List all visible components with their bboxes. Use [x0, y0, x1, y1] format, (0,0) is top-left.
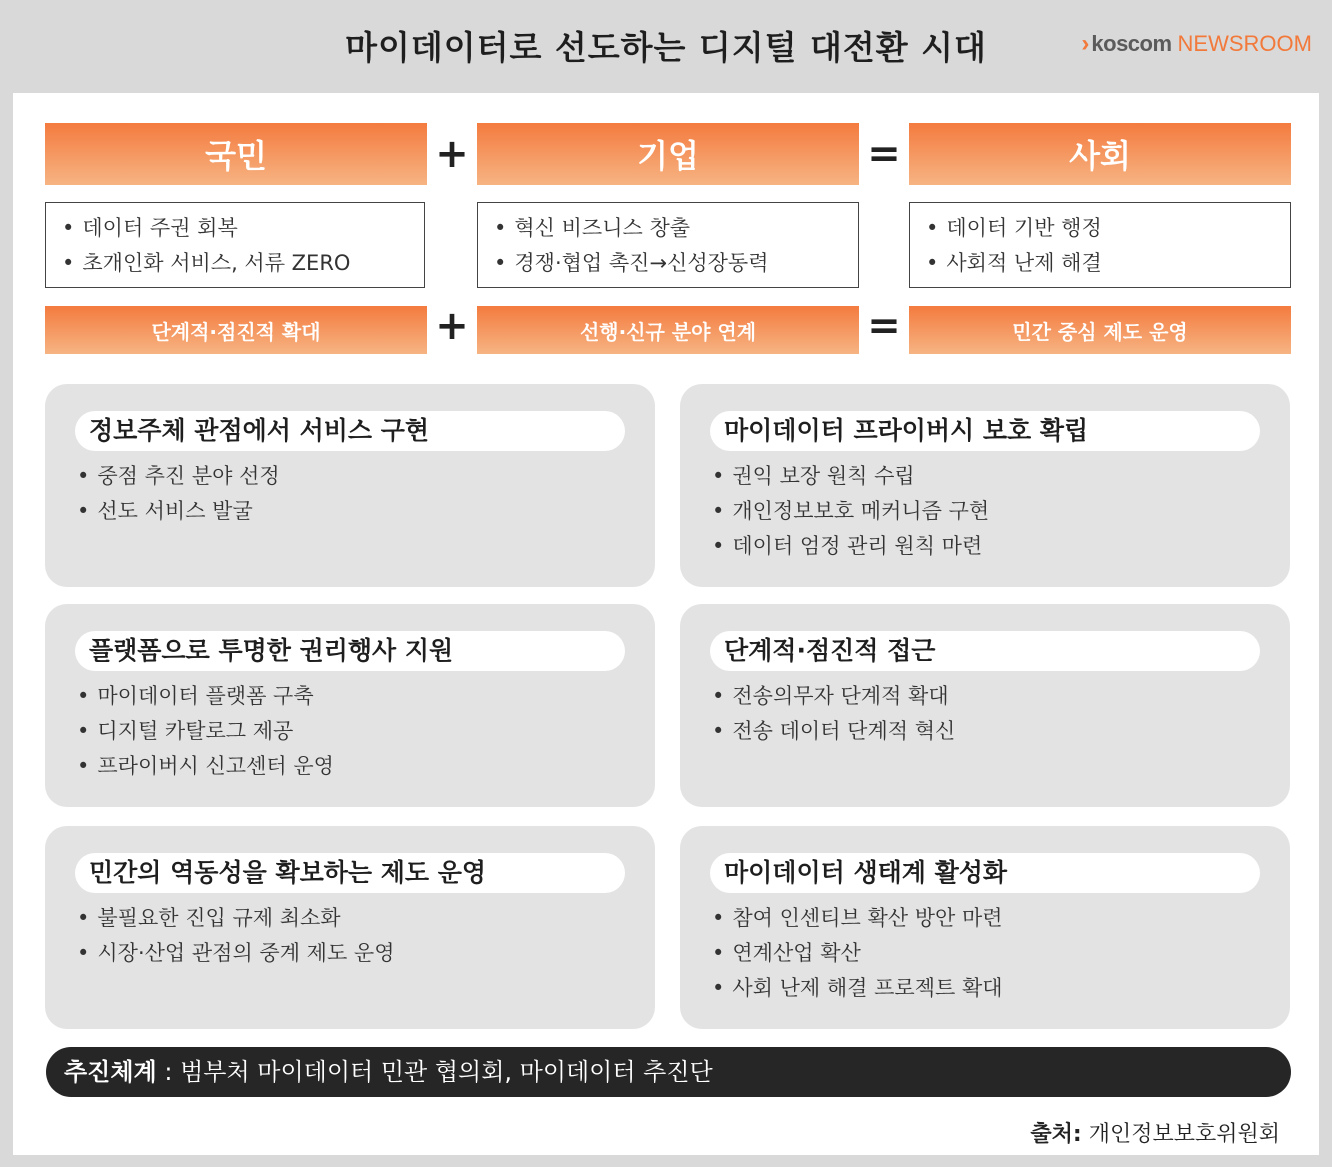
list-item: • 선도 서비스 발굴	[77, 494, 280, 529]
card-gradual-approach	[680, 604, 1290, 807]
list-item: • 사회적 난제 해결	[926, 246, 1290, 281]
header-business: 기업	[477, 123, 859, 185]
list-item: • 전송 데이터 단계적 혁신	[712, 714, 955, 749]
card-platform-support	[45, 604, 655, 807]
card-title: 정보주체 관점에서 서비스 구현	[75, 411, 625, 451]
header-citizen: 국민	[45, 123, 427, 185]
list-item: • 시장·산업 관점의 중계 제도 운영	[77, 936, 394, 971]
card-private-dynamism	[45, 826, 655, 1029]
card-title: 단계적·점진적 접근	[710, 631, 1260, 671]
header-society: 사회	[909, 123, 1291, 185]
card-ecosystem-activation	[680, 826, 1290, 1029]
equals-operator: =	[867, 303, 901, 349]
list-item: • 데이터 주권 회복	[62, 211, 424, 246]
list-item: • 불필요한 진입 규제 최소화	[77, 901, 394, 936]
list-item: • 연계산업 확산	[712, 936, 1003, 971]
list-item: • 경쟁·협업 촉진→신성장동력	[494, 246, 858, 281]
list-item: • 사회 난제 해결 프로젝트 확대	[712, 971, 1003, 1006]
business-benefits-box	[477, 202, 859, 288]
equals-operator: =	[867, 131, 901, 177]
governance-text: 범부처 마이데이터 민관 협의회, 마이데이터 추진단	[180, 1058, 713, 1086]
list-item: • 프라이버시 신고센터 운영	[77, 749, 334, 784]
list-item: • 전송의무자 단계적 확대	[712, 679, 955, 714]
card-service-implementation	[45, 384, 655, 587]
chevron-icon: ›	[1081, 30, 1090, 57]
card-title: 민간의 역동성을 확보하는 제도 운영	[75, 853, 625, 893]
card-title: 마이데이터 생태계 활성화	[710, 853, 1260, 893]
list-item: • 초개인화 서비스, 서류 ZERO	[62, 246, 424, 281]
society-strategy: 민간 중심 제도 운영	[909, 306, 1291, 354]
citizen-benefits-box	[45, 202, 425, 288]
card-title: 마이데이터 프라이버시 보호 확립	[710, 411, 1260, 451]
source-label: 출처:	[1030, 1122, 1082, 1147]
list-item: • 참여 인센티브 확산 방안 마련	[712, 901, 1003, 936]
card-privacy-protection	[680, 384, 1290, 587]
list-item: • 마이데이터 플랫폼 구축	[77, 679, 334, 714]
society-benefits-box	[909, 202, 1291, 288]
list-item: • 데이터 엄정 관리 원칙 마련	[712, 529, 989, 564]
content-panel	[13, 93, 1319, 1155]
list-item: • 디지털 카탈로그 제공	[77, 714, 334, 749]
source-text: 개인정보보호위원회	[1088, 1122, 1280, 1147]
logo-suffix: NEWSROOM	[1177, 31, 1312, 56]
koscom-newsroom-logo[interactable]	[1081, 30, 1312, 58]
page-title: 마이데이터로 선도하는 디지털 대전환 시대	[345, 28, 987, 67]
source-credit	[1030, 1117, 1280, 1148]
governance-label: 추진체계	[64, 1058, 157, 1086]
plus-operator: +	[435, 131, 469, 177]
list-item: • 권익 보장 원칙 수립	[712, 459, 989, 494]
list-item: • 개인정보보호 메커니즘 구현	[712, 494, 989, 529]
list-item: • 데이터 기반 행정	[926, 211, 1290, 246]
governance-separator: :	[156, 1058, 181, 1086]
logo-brand: koscom	[1091, 31, 1172, 56]
list-item: • 혁신 비즈니스 창출	[494, 211, 858, 246]
citizen-strategy: 단계적·점진적 확대	[45, 306, 427, 354]
governance-bar	[46, 1047, 1291, 1097]
card-title: 플랫폼으로 투명한 권리행사 지원	[75, 631, 625, 671]
list-item: • 중점 추진 분야 선정	[77, 459, 280, 494]
business-strategy: 선행·신규 분야 연계	[477, 306, 859, 354]
plus-operator: +	[435, 303, 469, 349]
